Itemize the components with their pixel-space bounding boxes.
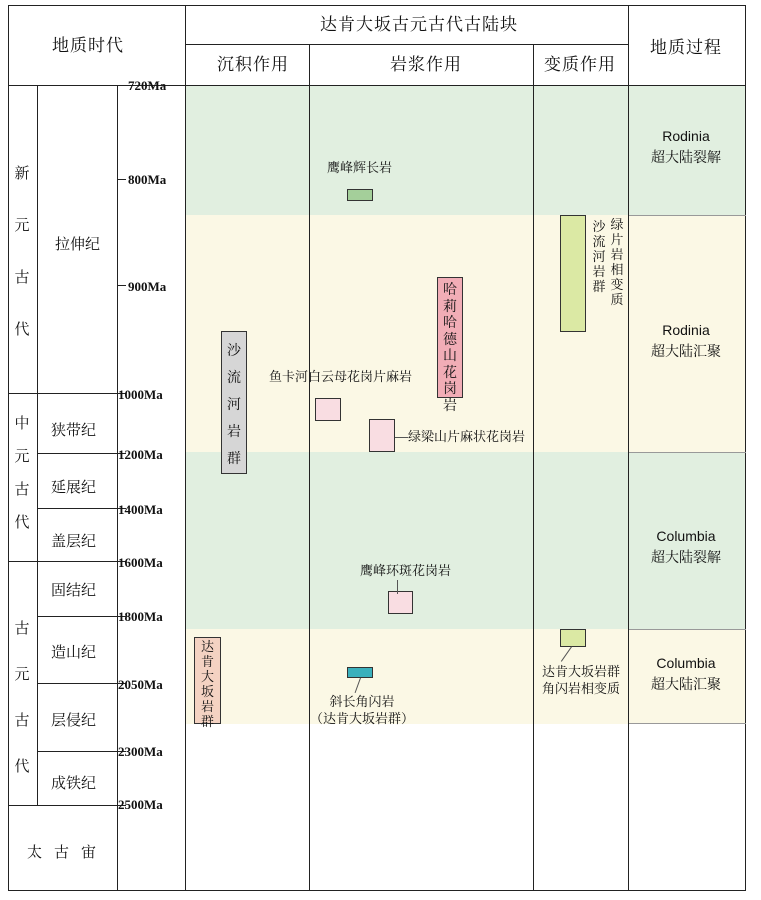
greenschist-meta-label: 绿片岩相变质	[610, 218, 624, 308]
process-rodinia-breakup	[622, 125, 750, 169]
amphibolite-group: （达肯大坂岩群）	[310, 712, 415, 727]
yingfeng-ring-granite-box	[388, 591, 413, 614]
gabbro-box	[347, 189, 373, 201]
amphibolite-box	[347, 667, 373, 678]
tick-label: 1600Ma	[118, 555, 163, 570]
tick-label: 2500Ma	[118, 797, 163, 812]
header-magmatism: 岩浆作用	[390, 55, 462, 75]
era-neoproterozoic: 新元古代	[14, 164, 30, 338]
tick-label: 1400Ma	[118, 502, 163, 517]
era-archean: 太古宙	[27, 843, 109, 861]
header-geologic-process: 地质过程	[650, 38, 722, 58]
tick-label: 1800Ma	[118, 609, 163, 624]
era-mesoproterozoic: 中元古代	[14, 414, 30, 531]
lvliangshan-leader	[395, 437, 408, 438]
period-stenian: 狭带纪	[51, 421, 97, 439]
tick-label: 2050Ma	[118, 677, 163, 692]
period-rhyacian: 层侵纪	[51, 711, 97, 729]
dakendaban-sed-box: 达肯大坂岩群	[194, 637, 221, 724]
process-desc: 超大陆汇聚	[651, 344, 721, 360]
period-ectasian: 延展纪	[51, 478, 97, 496]
amphibolite-name: 斜长角闪岩	[329, 695, 395, 710]
tick-label: 900Ma	[128, 279, 167, 294]
period-orosirian: 造山纪	[51, 643, 97, 661]
shaliuhe-sed-box: 沙流河岩群	[221, 331, 247, 474]
process-columbia-assembly	[622, 652, 750, 696]
yingfeng-leader	[397, 580, 398, 594]
yingfeng-ring-granite-label: 鹰峰环斑花岗岩	[360, 564, 452, 579]
greenschist-meta-box	[560, 215, 586, 332]
yukahe-gneiss-box	[315, 398, 341, 421]
amphibolite-label	[310, 694, 414, 728]
header-block-title: 达肯大坂古元古代古陆块	[320, 15, 518, 35]
era-paleoproterozoic: 古元古代	[14, 619, 30, 775]
period-calymmian: 盖层纪	[51, 532, 97, 550]
process-desc: 超大陆裂解	[651, 150, 721, 166]
tick-label: 1000Ma	[118, 387, 163, 402]
process-columbia-breakup	[622, 525, 750, 569]
amphibolite-meta-box	[560, 629, 586, 647]
process-rodinia-assembly	[622, 319, 750, 363]
lvliangshan-granite-label: 绿梁山片麻状花岗岩	[408, 430, 526, 445]
process-desc: 超大陆汇聚	[651, 677, 721, 693]
header-geologic-time: 地质时代	[52, 36, 124, 56]
header-metamorphism: 变质作用	[544, 55, 616, 75]
period-statherian: 固结纪	[51, 581, 97, 599]
yukahe-gneiss-label: 鱼卡河白云母花岗片麻岩	[269, 370, 413, 385]
amphibolite-meta-label	[534, 664, 628, 698]
header-sedimentation: 沉积作用	[217, 55, 289, 75]
period-tonian: 拉伸纪	[55, 235, 101, 253]
gabbro-label: 鹰峰辉长岩	[327, 161, 393, 176]
halihade-granite-box: 哈莉哈德山花岗岩	[437, 277, 463, 398]
tick-label: 1200Ma	[118, 447, 163, 462]
process-name: Columbia	[656, 528, 716, 544]
process-desc: 超大陆裂解	[651, 550, 721, 566]
tick-label: 2300Ma	[118, 744, 163, 759]
amph-meta-facies: 角闪岩相变质	[541, 682, 620, 697]
process-name: Rodinia	[662, 322, 710, 338]
process-name: Columbia	[656, 655, 716, 671]
lvliangshan-granite-box	[369, 419, 395, 452]
amph-meta-group: 达肯大坂岩群	[541, 665, 620, 680]
process-name: Rodinia	[662, 128, 710, 144]
tick-label: 720Ma	[128, 78, 167, 93]
greenschist-group-label: 沙流河岩群	[592, 220, 606, 295]
period-siderian: 成铁纪	[51, 774, 97, 792]
tick-label: 800Ma	[128, 172, 167, 187]
